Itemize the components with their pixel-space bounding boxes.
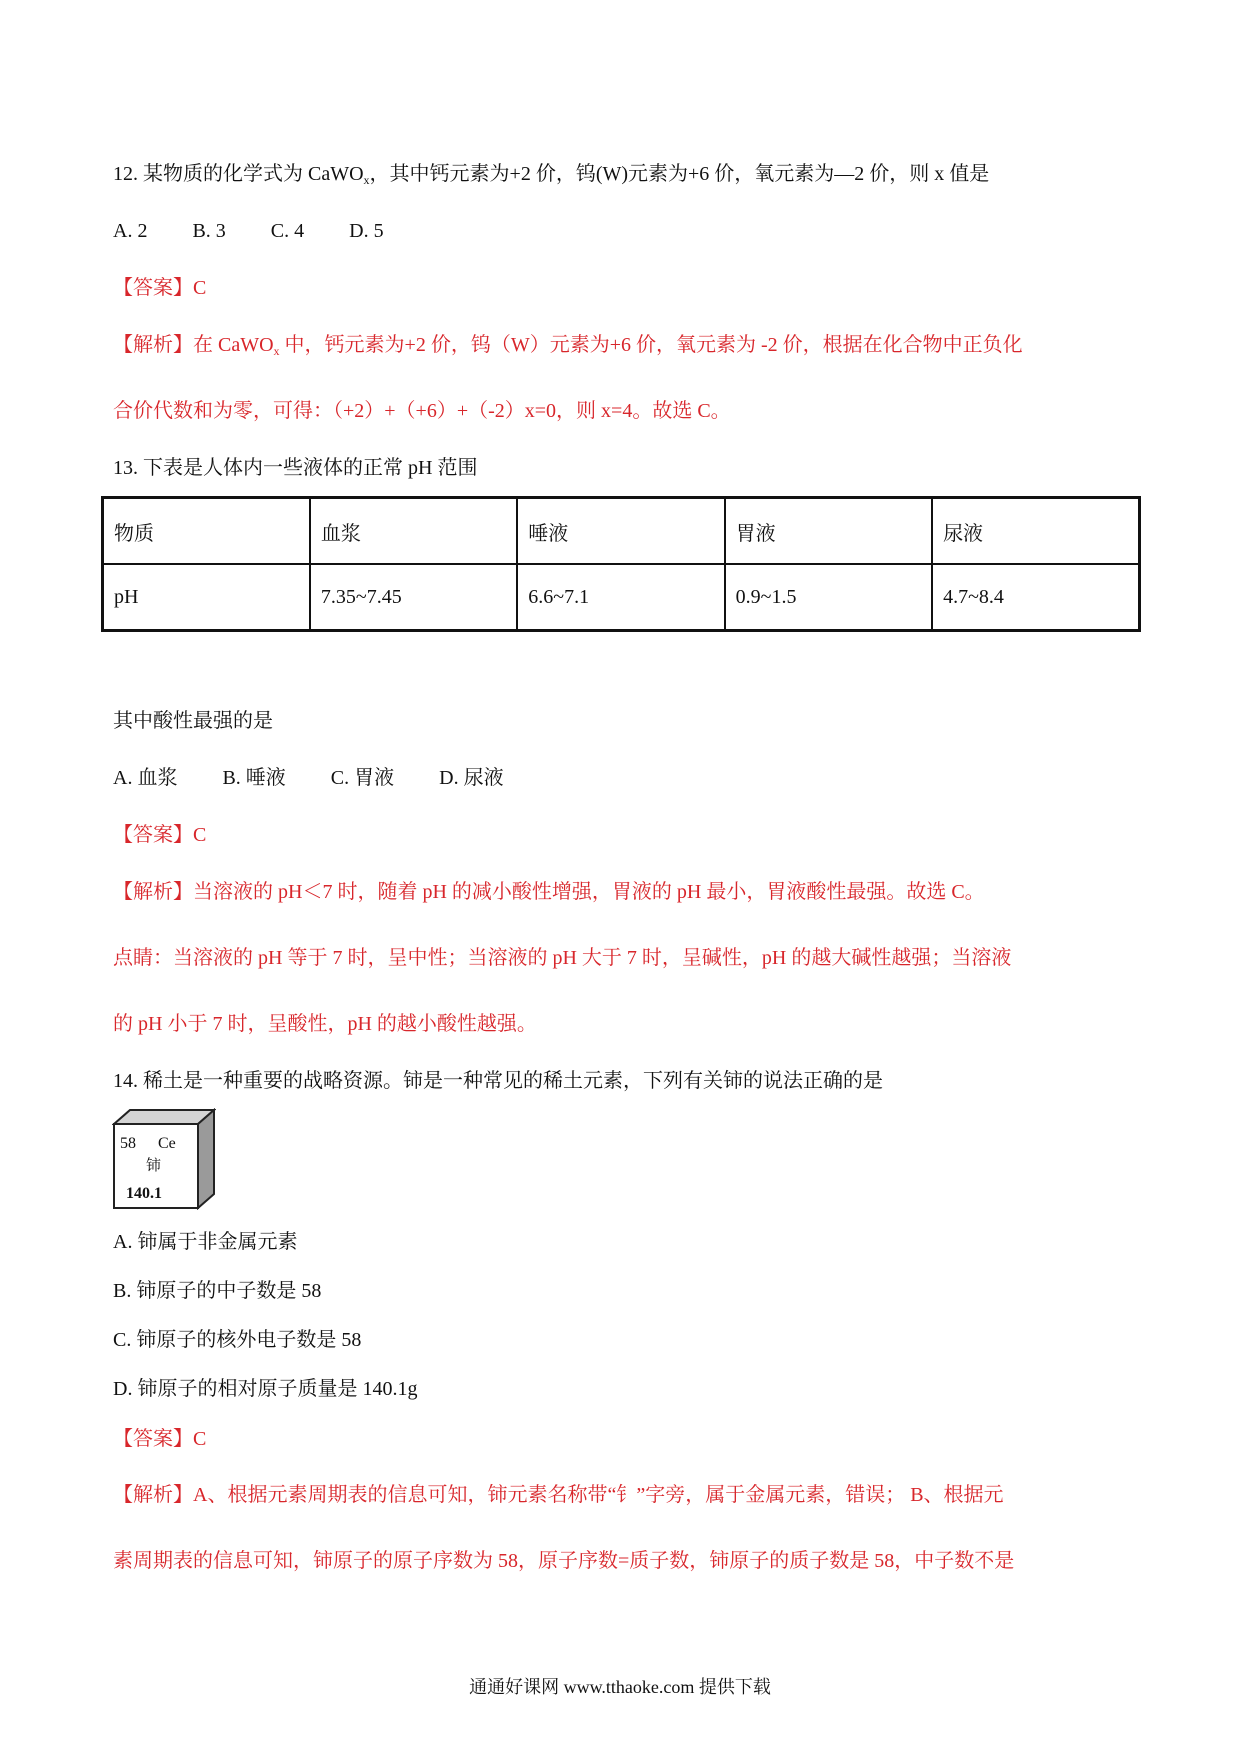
page-footer: 通通好课网 www.tthaoke.com 提供下载 [469,1677,771,1697]
q14-option-b: B. 铈原子的中子数是 58 [113,1280,322,1302]
table-cell: 7.35~7.45 [310,564,517,631]
q12-stem-part1: 12. 某物质的化学式为 CaWO [113,163,364,185]
q12-analysis-line2: 合价代数和为零，可得：（+2）+（+6）+（-2）x=0，则 x=4。故选 C。 [113,400,731,422]
q13-choice-a: A. 血浆 [113,767,178,789]
q12-analysis-line1 [113,333,1023,357]
element-name: 铈 [146,1156,162,1174]
q14-answer: 【答案】C [113,1428,207,1450]
q13-tip-line2: 的 pH 小于 7 时，呈酸性，pH 的越小酸性越强。 [113,1013,537,1035]
q13-choice-c: C. 胃液 [330,767,395,789]
table-cell: 唾液 [517,498,724,565]
q12-stem [113,162,989,186]
q12-answer: 【答案】C [113,277,207,299]
element-mass: 140.1 [126,1185,162,1202]
q14-option-c: C. 铈原子的核外电子数是 58 [113,1329,362,1351]
q12-choices [113,219,384,243]
cerium-element-cube [112,1108,216,1210]
q13-stem: 13. 下表是人体内一些液体的正常 pH 范围 [113,457,478,479]
element-symbol: Ce [158,1135,176,1152]
table-cell: 4.7~8.4 [932,564,1139,631]
table-row [103,564,1140,631]
q14-analysis-line2: 素周期表的信息可知，铈原子的原子序数为 58，原子序数=质子数，铈原子的质子数是 58，中子数不是 [113,1550,1015,1572]
q12-analysis-part1: 【解析】在 CaWO [113,334,274,356]
q12-stem-part2: ，其中钙元素为+2 价，钨(W)元素为+6 价，氧元素为—2 价，则 x 值是 [369,163,990,185]
table-cell: 0.9~1.5 [725,564,932,631]
q13-answer: 【答案】C [113,824,207,846]
table-cell: pH [103,564,310,631]
q14-stem: 14. 稀土是一种重要的战略资源。铈是一种常见的稀土元素，下列有关铈的说法正确的是 [113,1070,883,1092]
table-cell: 胃液 [725,498,932,565]
q13-choices [113,766,504,790]
q14-option-a: A. 铈属于非金属元素 [113,1231,298,1253]
table-cell: 物质 [103,498,310,565]
q13-choice-d: D. 尿液 [439,767,504,789]
q14-analysis-line1: 【解析】A、根据元素周期表的信息可知，铈元素名称带“钅”字旁，属于金属元素，错误； B、根据元 [113,1484,1004,1506]
q14-option-d: D. 铈原子的相对原子质量是 140.1g [113,1378,418,1400]
q13-question: 其中酸性最强的是 [113,710,273,732]
q12-analysis-subscript: x [273,344,280,358]
q12-choice-a: A. 2 [113,220,148,242]
q12-choice-c: C. 4 [270,220,305,242]
q13-tip-line1: 点睛：当溶液的 pH 等于 7 时，呈中性；当溶液的 pH 大于 7 时，呈碱性，pH 的越大碱性越强；当溶液 [113,947,1012,969]
q12-stem-subscript: x [363,173,370,187]
q12-choice-d: D. 5 [349,220,384,242]
table-cell: 6.6~7.1 [517,564,724,631]
ph-table [101,496,1141,632]
q12-analysis-part2: 中，钙元素为+2 价，钨（W）元素为+6 价，氧元素为 -2 价，根据在化合物中正负化 [279,334,1023,356]
q13-choice-b: B. 唾液 [222,767,286,789]
table-header-row [103,498,1140,565]
element-number: 58 [120,1135,136,1152]
q13-analysis: 【解析】当溶液的 pH＜7 时，随着 pH 的减小酸性增强，胃液的 pH 最小，胃液酸性最强。故选 C。 [113,881,985,903]
table-cell: 尿液 [932,498,1139,565]
q12-choice-b: B. 3 [192,220,226,242]
table-cell: 血浆 [310,498,517,565]
